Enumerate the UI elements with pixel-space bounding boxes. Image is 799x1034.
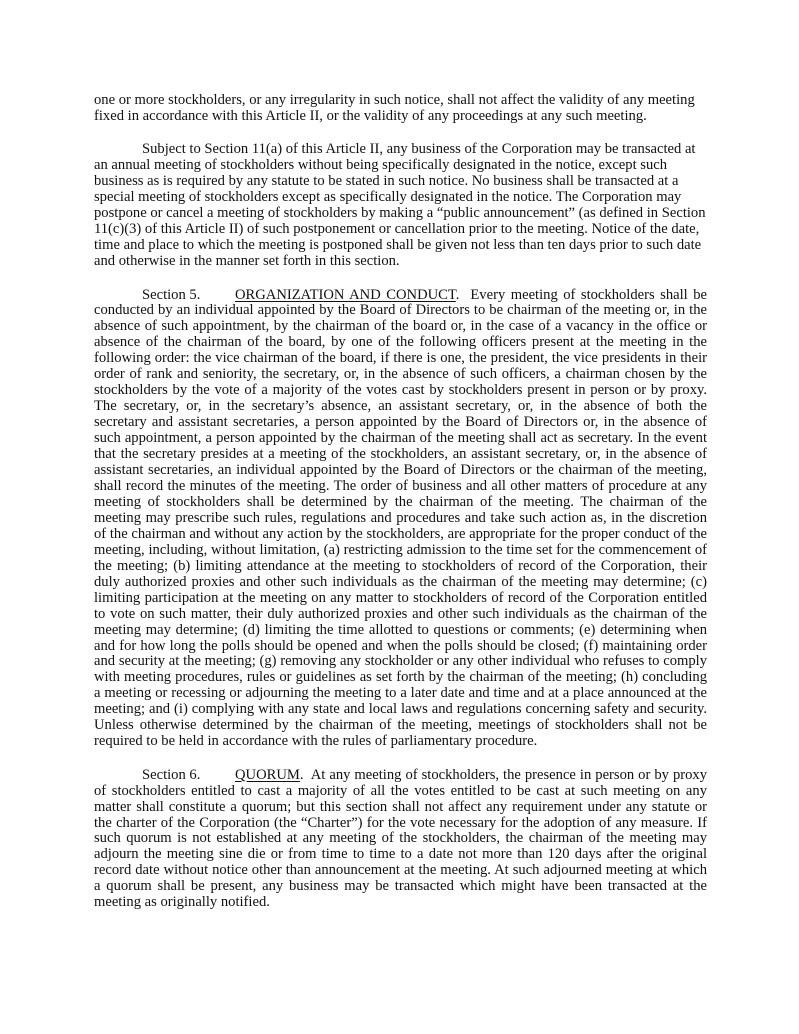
section-body: Every meeting of stockholders shall be conducted by an individual appointed by the Board of Directors to be chairman of the meeting or, in the absence of such appointment, by the chairman of the board or, in the case of a vacancy in the office or absence of the chairman of the board, by one of the following officers present at the meeting in the following order: the vice chairman of the board, if there is one, the president, the vice presidents in their order of rank and seniority, the secretary, or, in the absence of such officers, a chairman chosen by the stockholders by the vote of a majority of the votes cast by stockholders present in person or by proxy. The secretary, or, in the secretary’s absence, an assistant secretary, or, in the absence of both the secretary and assistant secretaries, a person appointed by the Board of Directors or, in the absence of such appointment, a person appointed by the chairman of the meeting shall act as secretary. In the event that the secretary presides at a meeting of the stockholders, an assistant secretary, or, in the absence of assistant secretaries, an individual appointed by the Board of Directors or the chairman of the meeting, shall record the minutes of the meeting. The order of business and all other matters of procedure at any meeting of stockholders shall be determined by the chairman of the meeting. The chairman of the meeting may prescribe such rules, regulations and procedures and take such action as, in the discretion of the chairman and without any action by the stockholders, are appropriate for the proper conduct of the meeting, including, without limitation, (a) restricting admission to the time set for the commencement of the meeting; (b) limiting attendance at the meeting to stockholders of record of the Corporation, their duly authorized proxies and other such individuals as the chairman of the meeting may determine; (c) limiting participation at the meeting on any matter to stockholders of record of the Corporation entitled to vote on such matter, their duly authorized proxies and other such individuals as the chairman of the meeting may determine; (d) limiting the time allotted to questions or comments; (e) determining when and for how long the polls should be opened and when the polls should be closed; (f) maintaining order and security at the meeting; (g) removing any stockholder or any other individual who refuses to comply with meeting procedures, rules or guidelines as set forth by the chairman of the meeting; (h) concluding a meeting or recessing or adjourning the meeting to a later date and time and at a place announced at the meeting; and (i) complying with any state and local laws and regulations concerning safety and security. Unless otherwise determined by the chairman of the meeting, meetings of stockholders shall not be required to be held in accordance with the rules of parliamentary procedure. xyxy=(94,286,708,750)
section-6-quorum xyxy=(94,768,707,912)
paragraph-text: one or more stockholders, or any irregularity in such notice, shall not affect the validity of any meeting fixed in accordance with this Article II, or the validity of any proceedings at any such meeting. xyxy=(94,92,695,124)
paragraph-continuation xyxy=(94,93,707,125)
section-heading: QUORUM xyxy=(235,766,300,783)
section-body: At any meeting of stockholders, the presence in person or by proxy of stockholders entitled to cast a majority of all the votes entitled to be cast at such meeting on any matter shall constitute a quorum; but this section shall not affect any requirement under any statute or the charter of the Corporation (the “Charter”) for the vote necessary for the adoption of any measure. If such quorum is not established at any meeting of the stockholders, the chairman of the meeting may adjourn the meeting sine die or from time to time to a date not more than 120 days after the original record date without notice other than announcement at the meeting. At such adjourned meeting at which a quorum shall be present, any business may be transacted which might have been transacted at the meeting as originally notified. xyxy=(94,766,707,911)
document-page xyxy=(94,93,707,929)
section-5-organization-and-conduct xyxy=(94,288,707,751)
section-number: Section 5. xyxy=(142,286,201,303)
section-heading-punctuation: . xyxy=(455,286,460,303)
section-heading-punctuation: . xyxy=(299,766,304,783)
section-number: Section 6. xyxy=(142,766,201,783)
paragraph-text: Subject to Section 11(a) of this Article II, any business of the Corporation may be transacted at an annual meeting of stockholders without being specifically designated in the notice, except such business as is required by any statute to be stated in such notice. No business shall be transacted at a special meeting of stockholders except as specifically designated in the notice. The Corporation may postpone or cancel a meeting of stockholders by making a “public announcement” (as defined in Section 11(c)(3) of this Article II) of such postponement or cancellation prior to the meeting. Notice of the date, time and place to which the meeting is postponed shall be given not less than ten days prior to such date and otherwise in the manner set forth in this section. xyxy=(94,141,706,270)
section-heading: ORGANIZATION AND CONDUCT xyxy=(235,286,456,303)
paragraph-business-notice xyxy=(94,142,707,270)
